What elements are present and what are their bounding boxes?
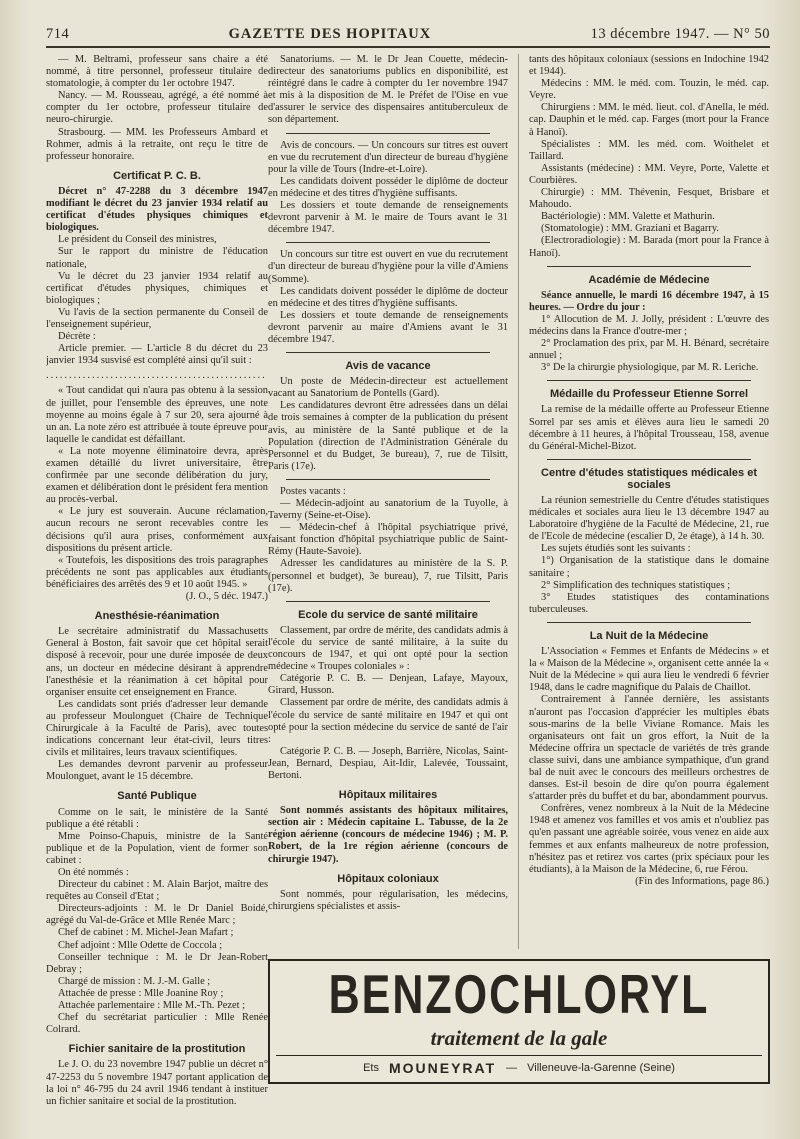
paragraph: « Tout candidat qui n'aura pas obtenu à la session de juillet, pour l'ensemble des épreuves, une note moyenne au moins égale à 7 sur 20, sera ajourné à un an. La note zéro est attribuée à toute épreuve pour laquelle le candidat est défaillant.: [46, 385, 268, 445]
section-heading: Hôpitaux coloniaux: [337, 872, 439, 885]
divider: [547, 380, 751, 381]
paragraph: Attachée parlementaire : Mlle M.-Th. Pezet ;: [58, 1000, 245, 1012]
paragraph: Comme on le sait, le ministère de la Santé publique a été rétabli :: [46, 806, 268, 830]
paragraph: 1°) Organisation de la statistique dans le domaine sanitaire ;: [529, 555, 769, 579]
paragraph: Spécialistes : MM. les méd. com. Woithelet et Taillard.: [529, 138, 769, 162]
paragraph: L'Association « Femmes et Enfants de Médecins » et la « Maison de la Médecine », organisent cette année la « Nuit de la Médecine » qui aura lieu le vendredi 6 février 1948, dans le cadre magnifique du Palais de Chaillot.: [529, 646, 769, 694]
paragraph: Décret n° 47-2288 du 3 décembre 1947 modifiant le décret du 23 janvier 1934 relatif au certificat d'études physiques chimiques et biologiques.: [46, 185, 268, 234]
section-heading: Académie de Médecine: [588, 273, 710, 286]
paragraph: Sanatoriums. — M. le Dr Jean Couette, médecin-directeur des sanatoriums publics en disponibilité, est réintégré dans le cadre à compter du 1er novembre 1947 et mis à la disposition de M. le Préfet de l'Oise en vue d'assurer le service des dispensaires antituberculeux de son département.: [268, 54, 508, 126]
paragraph: Conseiller technique : M. le Dr Jean-Robert Debray ;: [46, 951, 268, 975]
ad-address: Villeneuve-la-Garenne (Seine): [527, 1062, 675, 1074]
paragraph: Catégorie P. C. B. — Denjean, Lafaye, Mayoux, Girard, Husson.: [268, 673, 508, 697]
page-number: 714: [46, 26, 70, 42]
citation: (J. O., 5 déc. 1947.): [185, 591, 268, 603]
paragraph: Médecins : MM. le méd. com. Touzin, le méd. cap. Veyre.: [529, 78, 769, 102]
paragraph: Séance annuelle, le mardi 16 décembre 1947, à 15 heures. — Ordre du jour :: [529, 289, 769, 313]
paragraph: Les candidats doivent posséder le diplôme de docteur en médecine et des titres d'hygiène suffisants.: [268, 285, 508, 309]
right-columns: [268, 54, 770, 949]
paragraph: — Médecin-chef à l'hôpital psychiatrique privé, faisant fonction d'hôpital psychiatrique public de Saint-Rémy (Haute-Savoie).: [268, 522, 508, 558]
paragraph: Chef du secrétariat particulier : Mlle Renée Colrard.: [46, 1012, 268, 1036]
paragraph: Sont nommés assistants des hôpitaux militaires, section air : Médecin capitaine L. Tabusse, de la 2e région aérienne (concours de médecine 1946) ; M. P. Robert, de la 1re région aérienne (concours de chirurgie 1947).: [268, 805, 508, 865]
paragraph: Un poste de Médecin-directeur est actuellement vacant au Sanatorium de Pontells (Gard).: [268, 376, 508, 400]
paragraph: Les sujets étudiés sont les suivants :: [541, 543, 691, 555]
paragraph: Les dossiers et toute demande de renseignements devront parvenir au maire d'Amiens avant le 31 décembre 1947.: [268, 309, 508, 345]
paragraph: (Stomatologie) : MM. Graziani et Bagarry.: [541, 223, 719, 235]
paragraph: Directeur du cabinet : M. Alain Barjot, maître des requêtes au Conseil d'Etat ;: [46, 879, 268, 903]
paragraph: Strasbourg. — MM. les Professeurs Ambard et Rohmer, admis à la retraite, ont reçu le titre de professeur honoraire.: [46, 126, 268, 162]
paragraph: « Le jury est souverain. Aucune réclamation, aucun recours ne seront recevables contre les décisions qu'il aura prises, conformément aux dispositions du présent article.: [46, 506, 268, 554]
paragraph: Un concours sur titre est ouvert en vue du recrutement d'un directeur de bureau d'hygiène pour la ville d'Amiens (Somme).: [268, 249, 508, 285]
paragraph: 3° De la chirurgie physiologique, par M. R. Leriche.: [541, 362, 759, 374]
page-header: [46, 26, 770, 48]
section-heading: Certificat P. C. B.: [113, 169, 201, 182]
paragraph: Assistants (médecine) : MM. Veyre, Porte, Valette et Courbières.: [529, 162, 769, 186]
paragraph: On été nommés :: [58, 867, 129, 878]
continuation-note: (Fin des Informations, page 86.): [635, 875, 769, 887]
divider: [286, 242, 490, 243]
paragraph: Classement, par ordre de mérite, des candidats admis à l'école du service de santé militaire, à la suite du concours de 1947, et qui ont opté pour la section médecine « Troupes coloniales » :: [268, 624, 508, 673]
paragraph: 2° Simplification des techniques statistiques ;: [541, 579, 731, 591]
divider: [286, 479, 490, 480]
paragraph: Les candidats sont priés d'adresser leur demande au professeur Moulonguet (Chaire de Technique Chirurgicale à la Faculté de Paris), avec toutes indications concernant leur état-civil, leurs titres civils et militaires, leurs travaux scientifiques.: [46, 698, 268, 759]
paragraph: Avis de concours. — Un concours sur titres est ouvert en vue du recrutement d'un directeur de bureau d'hygiène pour la ville de Tours (Indre-et-Loire).: [268, 139, 508, 175]
paragraph: Chirurgiens : MM. le méd. lieut. col. d'Anella, le méd. cap. Dauphin et le méd. cap. Farges (mort pour la France à Hanoï).: [529, 102, 769, 138]
journal-title: GAZETTE DES HOPITAUX: [228, 26, 432, 42]
article-columns: [46, 54, 770, 1139]
paragraph: 3° Etudes statistiques des contaminations tuberculeuses.: [529, 591, 769, 615]
paragraph: Bactériologie) : MM. Valette et Mathurin.: [541, 211, 715, 223]
divider: [547, 266, 751, 267]
divider: [547, 622, 751, 623]
column-3: [518, 54, 769, 949]
paragraph: Chargé de mission : M. J.-M. Galle ;: [58, 975, 211, 987]
ad-company-prefix: Ets: [363, 1062, 379, 1074]
section-heading: La Nuit de la Médecine: [589, 629, 709, 642]
paragraph: Attachée de presse : Mlle Joanine Roy ;: [58, 987, 224, 999]
ad-footer: [276, 1055, 762, 1076]
divider: [547, 459, 751, 460]
paragraph: Le président du Conseil des ministres,: [58, 234, 217, 246]
paragraph: 2° Proclamation des prix, par M. H. Bénard, secrétaire annuel ;: [529, 338, 769, 362]
paragraph: Classement par ordre de mérite, des candidats admis à l'école du service de santé militaire en 1947 et qui ont opté pour la section médecine du service de santé de l'air :: [268, 697, 508, 745]
paragraph: Confrères, venez nombreux à la Nuit de la Médecine 1948 et amenez vos familles et vos amis et n'oubliez pas qu'en passant une agréable soirée, vous venez en aide aux femmes et aux enfants malheureux de notre profession, n'hésitez pas et retirez vos cartes (prix spéciaux pour les étudiants), à la Maison de la Médecine, 6, rue Férou.: [529, 803, 769, 875]
right-block: [268, 54, 770, 1139]
ad-company: MOUNEYRAT: [388, 1060, 497, 1076]
ad-brand: BENZOCHLORYL: [328, 964, 710, 1026]
section-heading: Fichier sanitaire de la prostitution: [68, 1043, 246, 1056]
paragraph: La réunion semestrielle du Centre d'études statistiques médicales et sociales aura lieu le 13 décembre 1947 au Laboratoire d'hygiène de la Faculté de Médecine, 21, rue de l'Ecole de médecine (escalier D, 2e étage), à 14 h. 30.: [529, 495, 769, 543]
paragraph: Vu l'avis de la section permanente du Conseil de l'enseignement supérieur,: [46, 306, 268, 330]
ad-tagline: traitement de la gale: [430, 1026, 608, 1050]
paragraph: Le secrétaire administratif du Massachusetts General à Boston, fait savoir que cet hôpital serait disposé à recevoir, pour une durée imposée de deux ans, un docteur en médecine désirant à apprendre l'anesthésie et la réanimation à cet hôpital pour organiser ensuite cet enseignement en France.: [46, 626, 268, 698]
paragraph: Chef adjoint : Mlle Odette de Coccola ;: [58, 939, 223, 951]
paragraph: — M. Beltrami, professeur sans chaire a été nommé, à titre personnel, professeur titulaire de stomatologie, à compter du 1er octobre 1947.: [46, 54, 268, 90]
paragraph: Nancy. — M. Rousseau, agrégé, a été nommé à compter du 1er octobre, professeur titulaire de neuro-chirurgie.: [46, 90, 268, 126]
paragraph: Les candidatures devront être adressées dans un délai de trois semaines à compter de la publication du présent avis, au ministère de la Santé publique et de la Population (direction de l'Administration Générale du Personnel et du Budget, 3e bureau), 7, rue de Tilsitt, Paris (17e).: [268, 400, 508, 472]
paragraph: (Electroradiologie) : M. Barada (mort pour la France à Hanoï).: [529, 235, 769, 259]
paragraph: Les demandes devront parvenir au professeur Moulonguet, avant le 15 décembre.: [46, 759, 268, 783]
paragraph: 1° Allocution de M. J. Jolly, président : L'œuvre des médecins dans la France d'outre-mer ;: [529, 313, 769, 337]
advertisement: [268, 959, 770, 1084]
paragraph: Chef de cabinet : M. Michel-Jean Mafart ;: [58, 927, 234, 939]
column-2: [268, 54, 508, 949]
ad-dash: —: [506, 1062, 518, 1074]
paragraph: Le J. O. du 23 novembre 1947 publie un décret n° 47-2253 du 5 novembre 1947 portant application de la loi n° 46-795 du 24 avril 1946 tendant à instituer un fichier sanitaire et social de la prostitution.: [46, 1059, 268, 1107]
paragraph: — Médecin-adjoint au sanatorium de la Tuyolle, à Taverny (Seine-et-Oise).: [268, 498, 508, 522]
section-heading: Centre d'études statistiques médicales et sociales: [541, 466, 757, 491]
divider: [286, 352, 490, 353]
section-heading: Ecole du service de santé militaire: [298, 608, 478, 621]
section-heading: Avis de vacance: [345, 360, 431, 373]
paragraph: « Toutefois, les dispositions des trois paragraphes précédents ne sont pas applicables aux étudiants bénéficiaires des arrêtés des 9 et 10 août 1945. »: [46, 554, 268, 590]
paragraph: Catégorie P. C. B. — Joseph, Barrière, Nicolas, Saint-Jean, Bernard, Despiau, Ait-Idir, Lalevée, Toussaint, Bertoni.: [268, 745, 508, 781]
paragraph: Vu le décret du 23 janvier 1934 relatif au certificat d'études physiques, chimiques et biologiques ;: [46, 270, 268, 306]
section-heading: Hôpitaux militaires: [338, 789, 438, 802]
section-heading: Médaille du Professeur Etienne Sorrel: [549, 388, 749, 401]
paragraph: Directeurs-adjoints : M. le Dr Daniel Boidé, agrégé du Val-de-Grâce et Mlle Renée Marc ;: [46, 903, 268, 927]
paragraph: Adresser les candidatures au ministère de la S. P. (personnel et budget), 3e bureau), 7, rue Tilsitt, Paris (17e).: [268, 558, 508, 594]
section-heading: Anesthésie-réanimation: [94, 610, 220, 623]
paragraph: Les dossiers et toute demande de renseignements devront parvenir à M. le maire de Tours avant le 31 décembre 1947.: [268, 200, 508, 236]
paragraph: tants des hôpitaux coloniaux (sessions en Indochine 1942 et 1944).: [529, 54, 769, 78]
paragraph: Décrète :: [58, 331, 96, 343]
paragraph: Chirurgie) : MM. Thévenin, Fesquet, Brisbare et Mahoudo.: [529, 187, 769, 211]
ellipsis-divider: ................................................: [46, 370, 267, 382]
paragraph: Sur le rapport du ministre de l'éducation nationale,: [46, 246, 268, 270]
issue-date: 13 décembre 1947. — N° 50: [590, 26, 770, 42]
paragraph: Contrairement à l'année dernière, les assistants n'auront pas l'occasion d'apprécier les multiples ébats sous-marins de la belle Viviane Romance. Mais les organisateurs ont fait un gros effort, la Nuit de la Médecine offrira un spectacle de variétés de très grande classe suivi, dans une ambiance sympathique, d'un grand bal de nuit avec le concours des meilleurs orchestres de danses. Est-il besoin de dire qu'on pourra également s'attarder près du buffet et du bar, abondamment pourvus.: [529, 694, 769, 803]
section-heading: Santé Publique: [117, 790, 197, 803]
paragraph: Postes vacants :: [280, 485, 346, 497]
divider: [286, 133, 490, 134]
paragraph: Sont nommés, pour régularisation, les médecins, chirurgiens spécialistes et assis-: [268, 888, 508, 912]
paragraph: La remise de la médaille offerte au Professeur Etienne Sorrel par ses amis et élèves aura lieu le samedi 20 décembre à 11 heures, à l'hôpital Trousseau, 158, avenue du Général-Michel-Bizot.: [529, 404, 769, 452]
paragraph: Article premier. — L'article 8 du décret du 23 janvier 1934 susvisé est complété ainsi qu'il suit :: [46, 343, 268, 367]
divider: [286, 601, 490, 602]
paragraph: « La note moyenne éliminatoire devra, après examen détaillé du livret universitaire, être confirmée par une seconde délibération du jury, examen et délibération dont le président fera mention au procès-verbal.: [46, 445, 268, 506]
paragraph: Les candidats doivent posséder le diplôme de docteur en médecine et des titres d'hygiène suffisants.: [268, 175, 508, 199]
column-1: [46, 54, 268, 1139]
paragraph: Mme Poinso-Chapuis, ministre de la Santé publique et de la Population, vient de former son cabinet :: [46, 830, 268, 866]
